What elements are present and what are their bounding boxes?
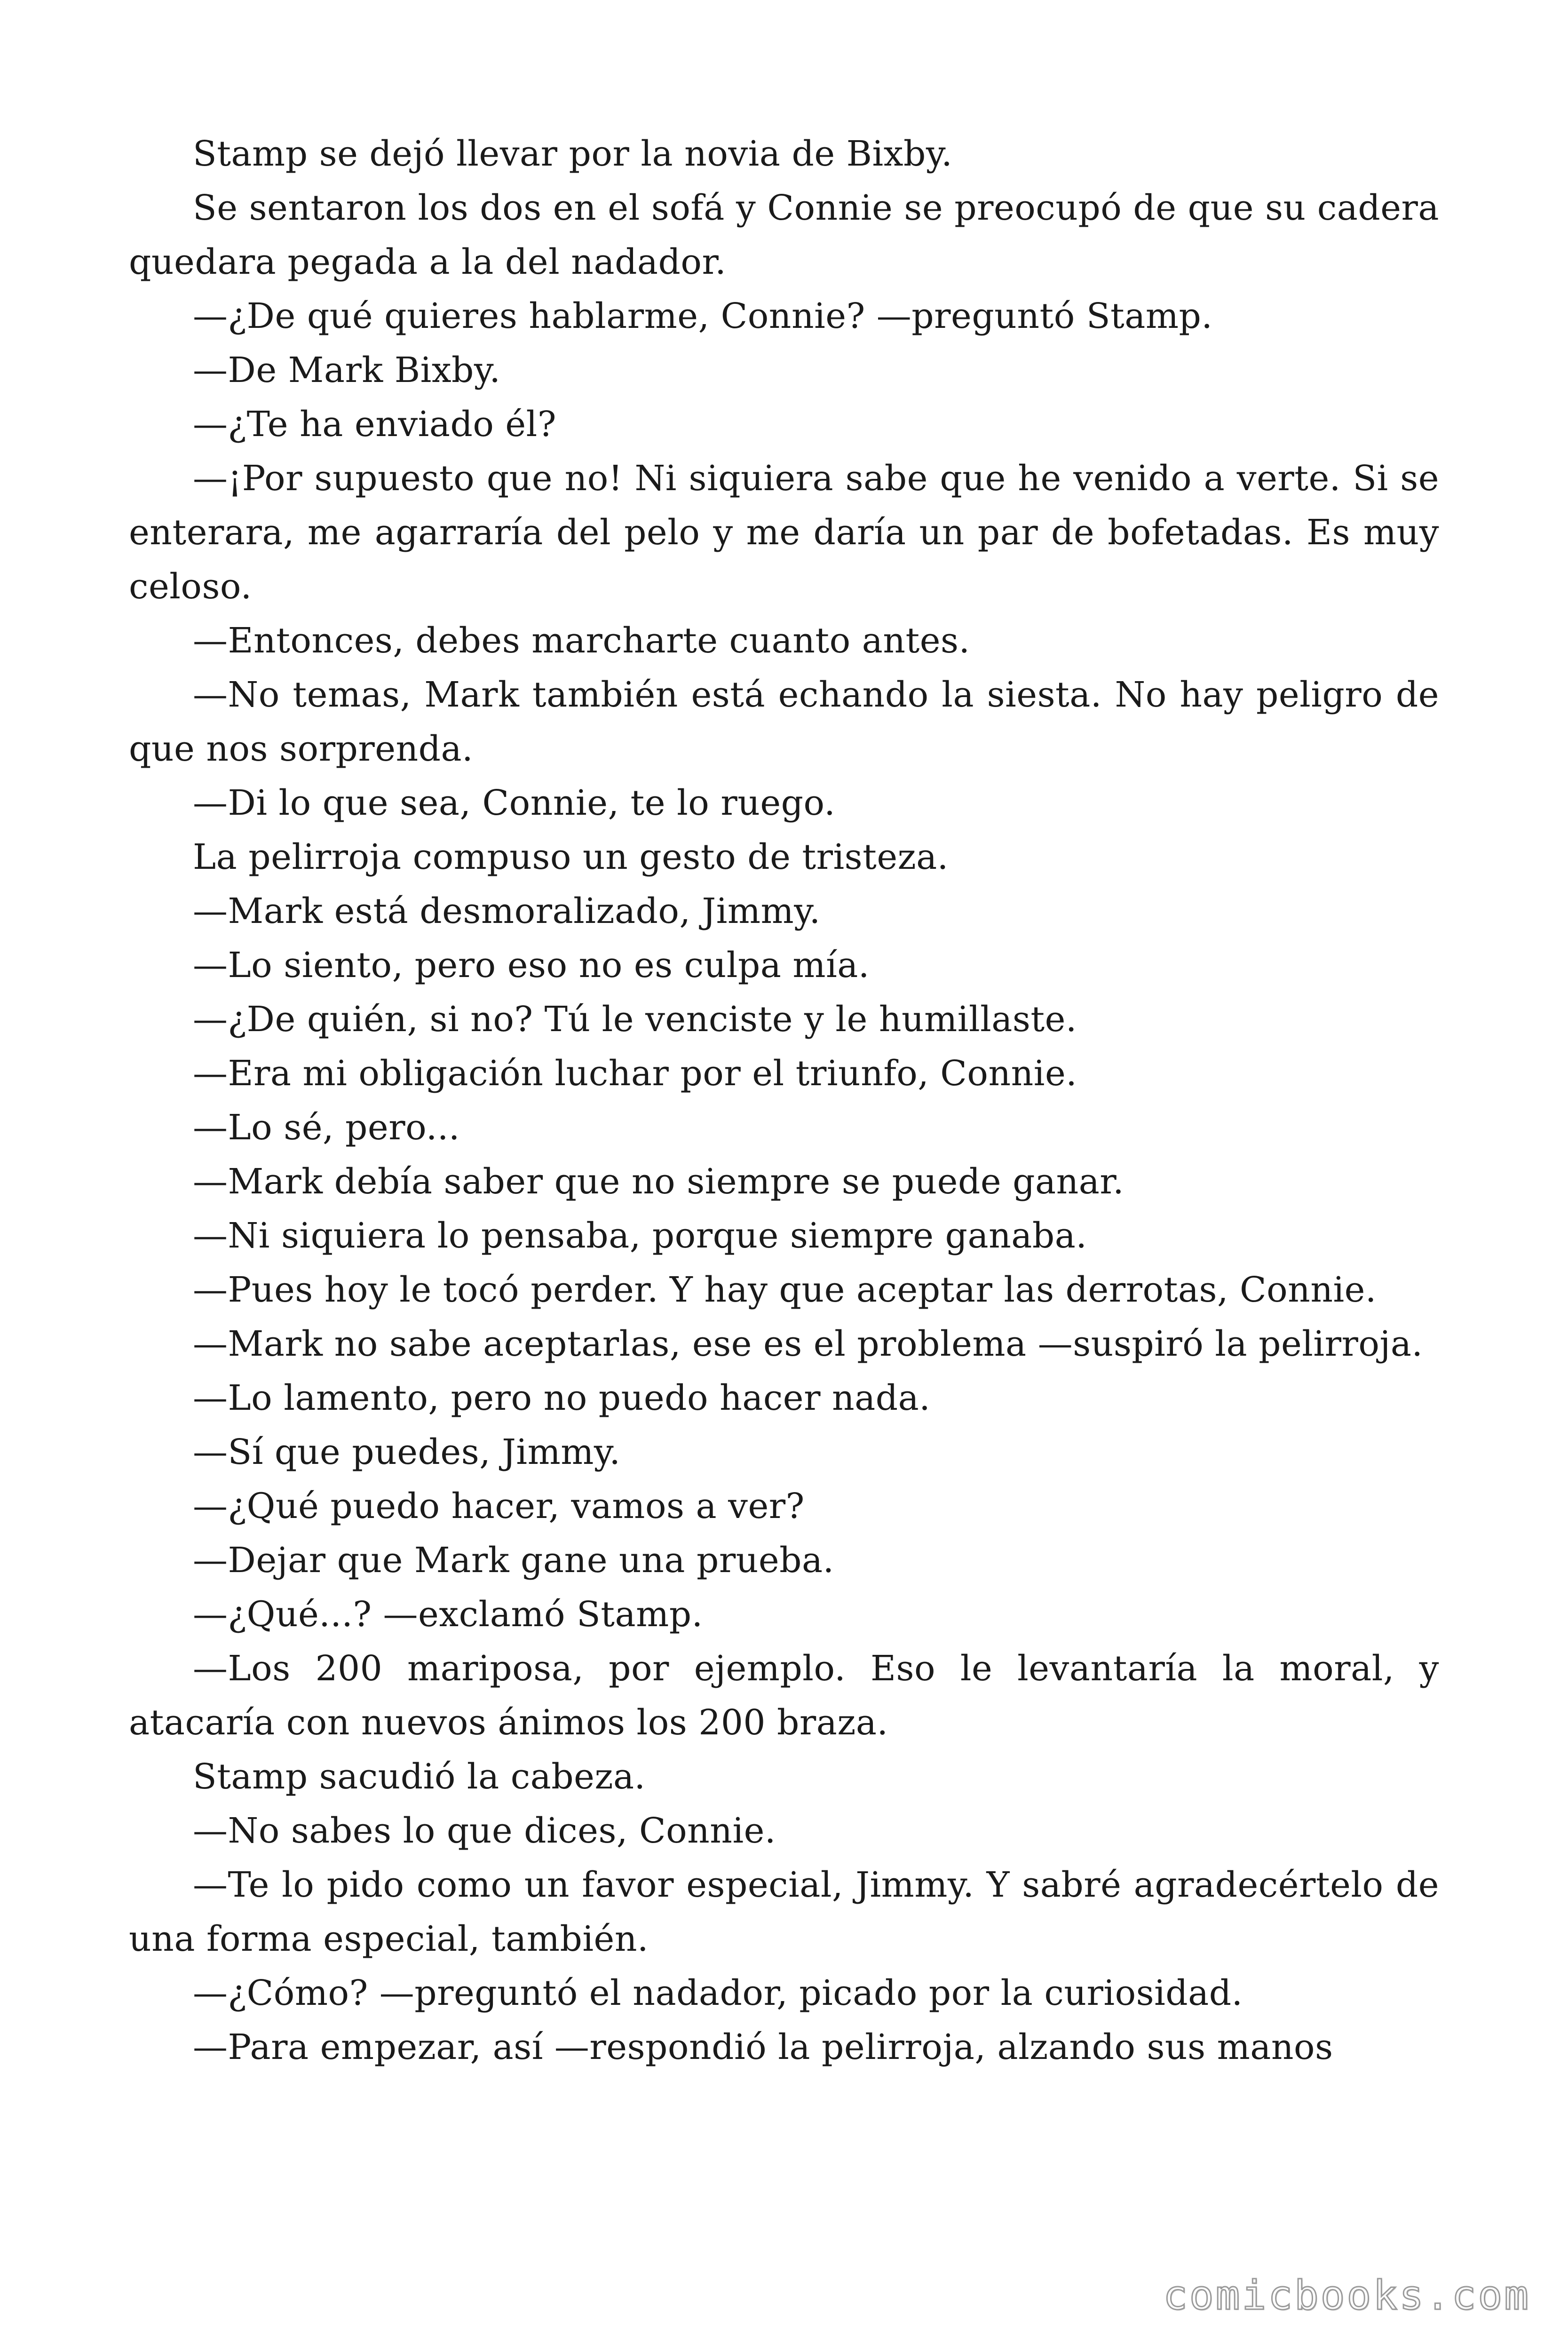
paragraph: —De Mark Bixby. — [193, 350, 501, 390]
paragraph: —¿De qué quieres hablarme, Connie? —preguntó Stamp. — [193, 296, 1213, 336]
paragraph: —Mark está desmoralizado, Jimmy. — [193, 891, 821, 931]
page-text-body — [129, 127, 1439, 2074]
paragraph: —Pues hoy le tocó perder. Y hay que aceptar las derrotas, Connie. — [193, 1270, 1377, 1310]
paragraph: —¿Cómo? —preguntó el nadador, picado por la curiosidad. — [193, 1973, 1243, 2013]
paragraph: Stamp se dejó llevar por la novia de Bixby. — [193, 134, 953, 174]
paragraph: —¡Por supuesto que no! Ni siquiera sabe que he venido a verte. Si se enterara, me agarraría del pelo y me daría un par de bofetadas. Es muy celoso. — [129, 458, 1439, 607]
paragraph: —Di lo que sea, Connie, te lo ruego. — [193, 783, 836, 823]
paragraph: —Sí que puedes, Jimmy. — [193, 1432, 621, 1472]
paragraph: Se sentaron los dos en el sofá y Connie se preocupó de que su cadera quedara pegada a la del nadador. — [129, 188, 1439, 282]
paragraph: —No sabes lo que dices, Connie. — [193, 1811, 776, 1851]
paragraph: —Te lo pido como un favor especial, Jimmy. Y sabré agradecértelo de una forma especial, también. — [129, 1865, 1439, 1959]
paragraph: —Mark no sabe aceptarlas, ese es el problema —suspiró la pelirroja. — [193, 1324, 1423, 1364]
paragraph: —Lo lamento, pero no puedo hacer nada. — [193, 1378, 931, 1418]
paragraph: Stamp sacudió la cabeza. — [193, 1756, 646, 1797]
paragraph: —Era mi obligación luchar por el triunfo, Connie. — [193, 1053, 1077, 1094]
paragraph: —¿De quién, si no? Tú le venciste y le humillaste. — [193, 999, 1077, 1040]
paragraph: —Los 200 mariposa, por ejemplo. Eso le levantaría la moral, y atacaría con nuevos ánimos los 200 braza. — [129, 1648, 1439, 1743]
paragraph: —Para empezar, así —respondió la pelirroja, alzando sus manos — [193, 2027, 1333, 2067]
paragraph: —Dejar que Mark gane una prueba. — [193, 1540, 834, 1581]
paragraph: —¿Qué...? —exclamó Stamp. — [193, 1594, 703, 1635]
paragraph: —Mark debía saber que no siempre se puede ganar. — [193, 1161, 1125, 1202]
paragraph: —Ni siquiera lo pensaba, porque siempre ganaba. — [193, 1216, 1087, 1256]
paragraph: —Lo sé, pero... — [193, 1107, 460, 1148]
paragraph: —¿Te ha enviado él? — [193, 404, 557, 445]
paragraph: La pelirroja compuso un gesto de tristeza. — [193, 837, 949, 877]
watermark-text: comicbooks.com — [1163, 2272, 1530, 2319]
paragraph: —No temas, Mark también está echando la siesta. No hay peligro de que nos sorprenda. — [129, 675, 1439, 769]
paragraph: —Entonces, debes marcharte cuanto antes. — [193, 620, 970, 661]
paragraph: —¿Qué puedo hacer, vamos a ver? — [193, 1486, 805, 1526]
paragraph: —Lo siento, pero eso no es culpa mía. — [193, 945, 870, 985]
